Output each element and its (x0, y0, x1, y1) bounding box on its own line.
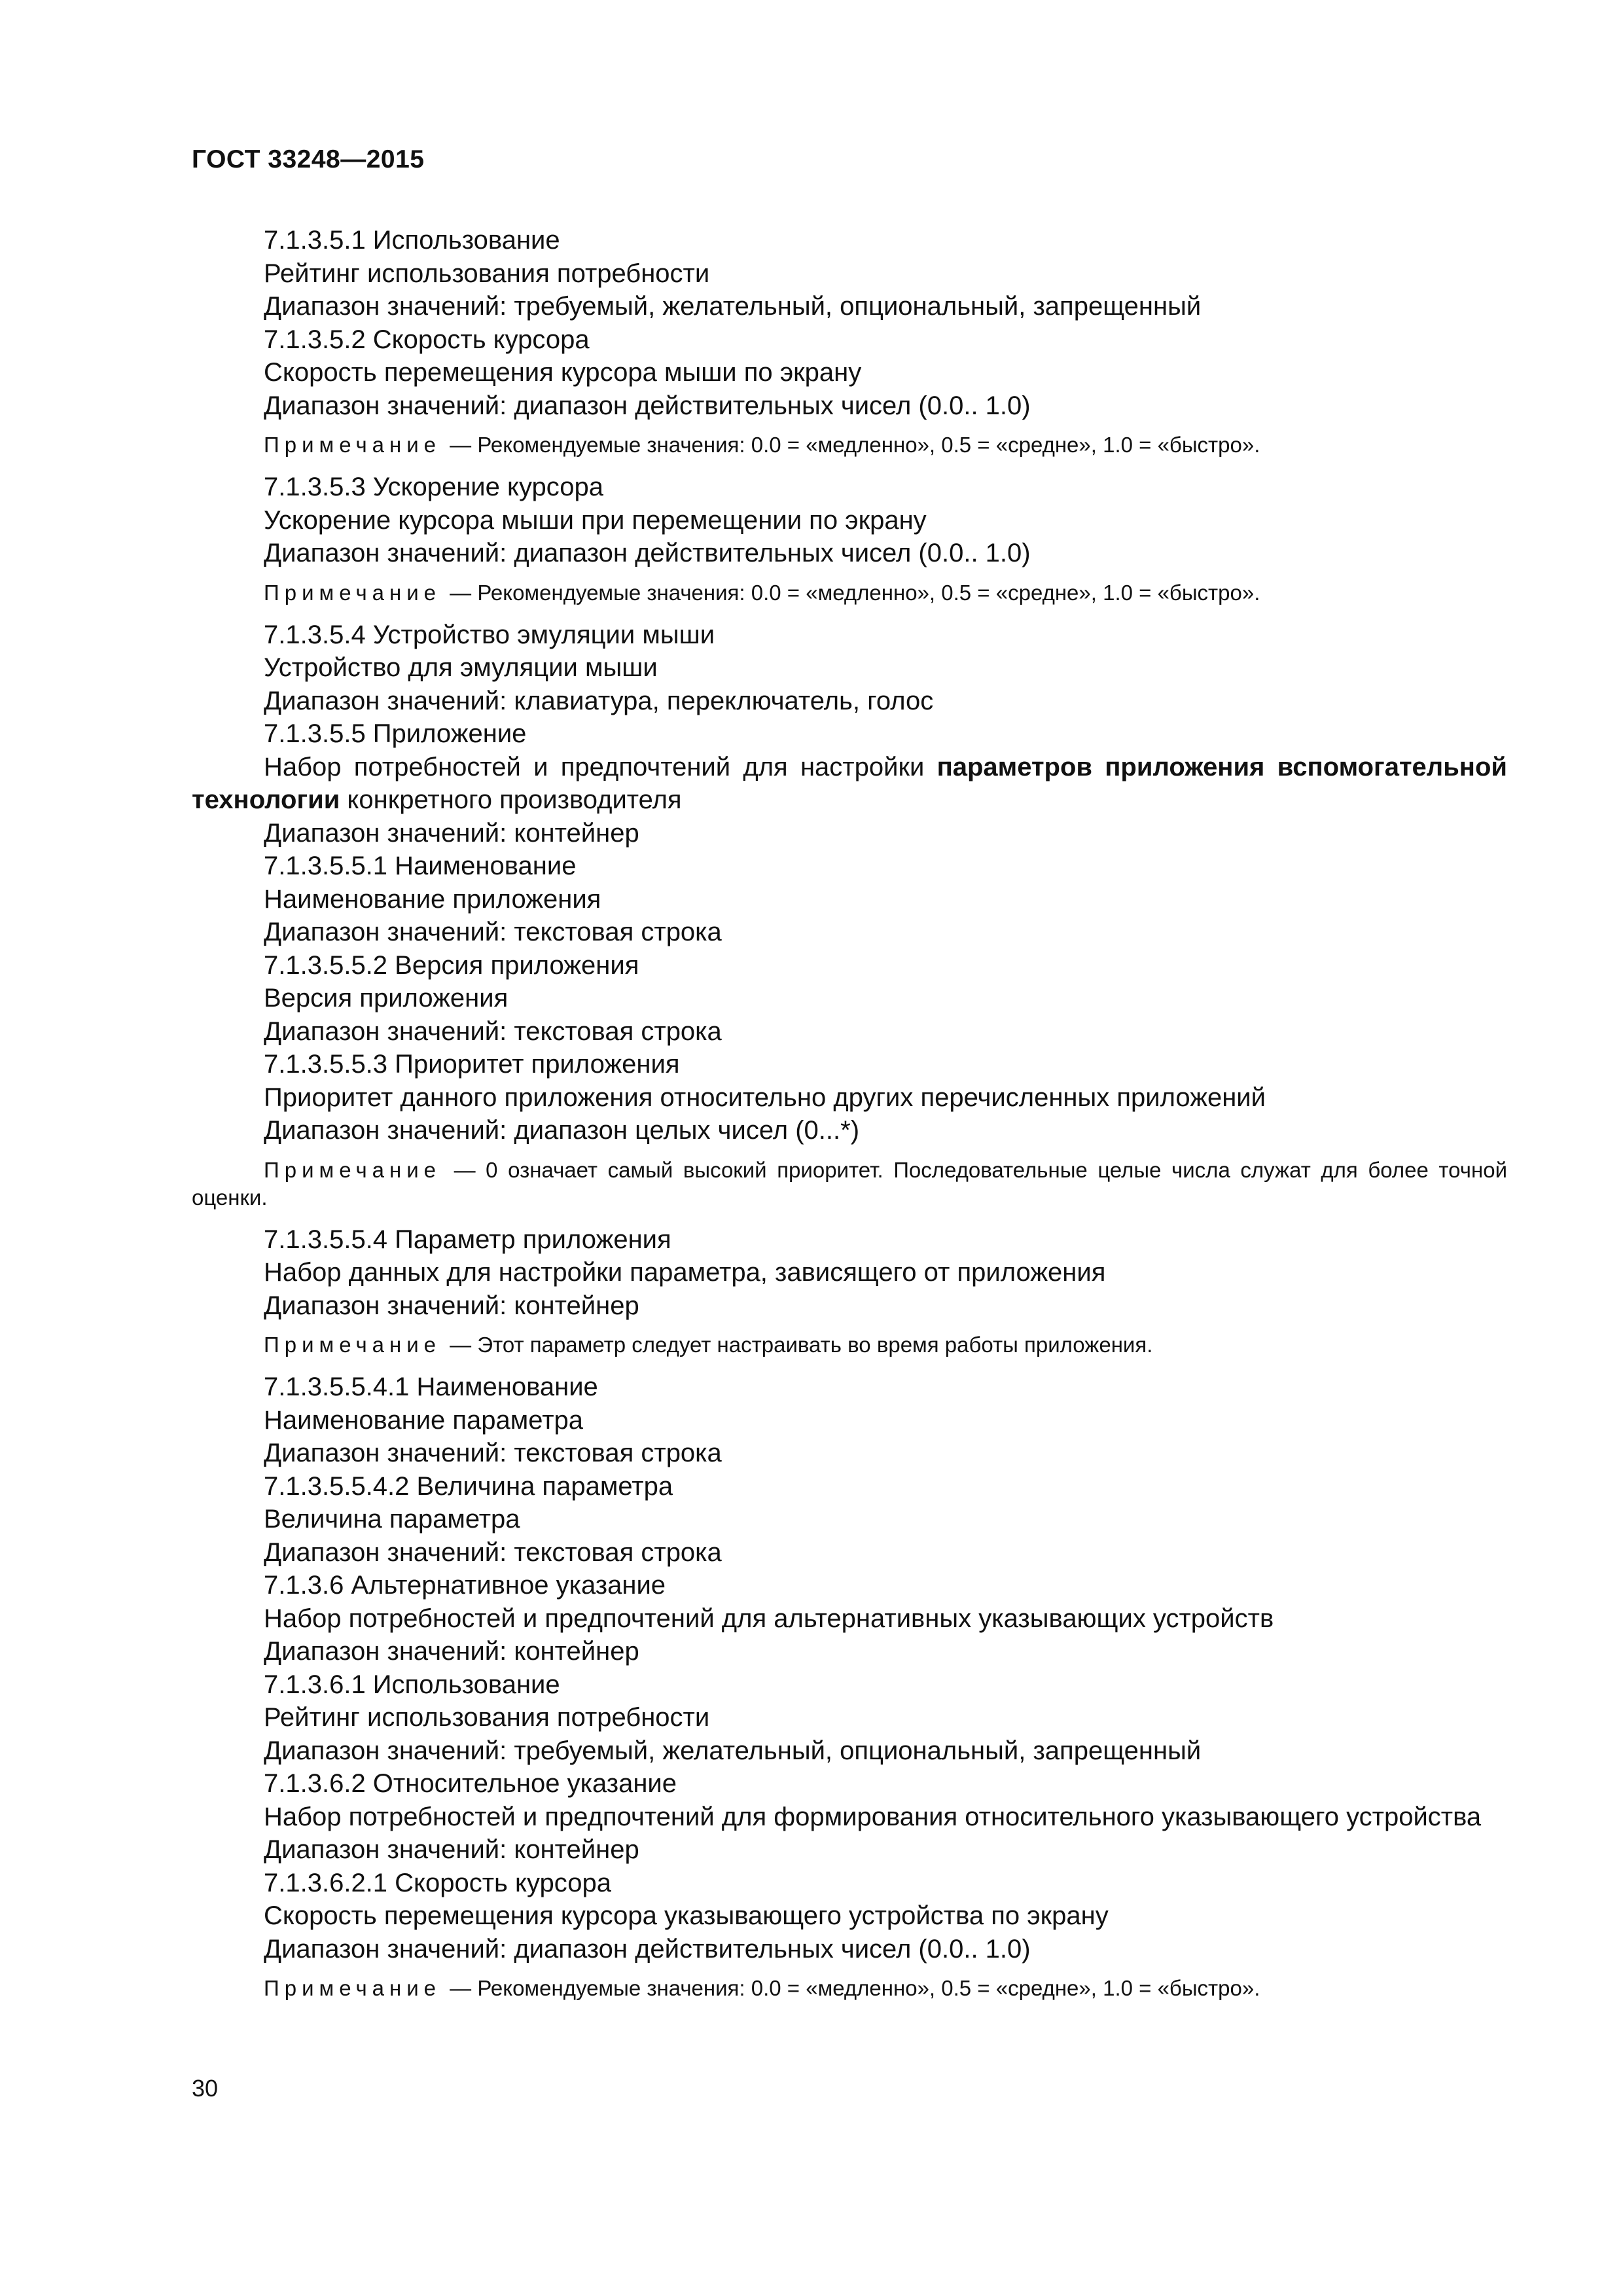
text-line: Набор данных для настройки параметра, зависящего от приложения (264, 1258, 1106, 1287)
document-body (192, 224, 1507, 2014)
text-line: Диапазон значений: требуемый, желательный, опциональный, запрещенный (264, 292, 1202, 321)
text-line: Скорость перемещения курсора указывающего устройства по экрану (264, 1901, 1109, 1930)
text-line: 7.1.3.5.5.2 Версия приложения (264, 950, 639, 980)
text-line: Диапазон значений: контейнер (264, 818, 639, 848)
text-line: 7.1.3.5.5.4.1 Наименование (264, 1372, 598, 1401)
note-paragraph (192, 1975, 1507, 2002)
text-line: Диапазон значений: диапазон целых чисел (0...*) (264, 1116, 860, 1145)
note-label: Примечание (264, 1976, 442, 2000)
note-text: — Рекомендуемые значения: 0.0 = «медленно», 0.5 = «средне», 1.0 = «быстро». (444, 433, 1260, 457)
text-line: 7.1.3.5.3 Ускорение курсора (264, 473, 603, 501)
text-line: Набор потребностей и предпочтений для альтернативных указывающих устройств (264, 1604, 1274, 1633)
page-number: 30 (192, 2075, 219, 2102)
text-line: Приоритет данного приложения относительно других перечисленных приложений (264, 1083, 1266, 1112)
text-line: Версия приложения (264, 984, 508, 1013)
note-label: Примечание (264, 580, 442, 605)
text-line: Диапазон значений: контейнер (264, 1637, 639, 1666)
text-line: 7.1.3.5.1 Использование (264, 226, 560, 255)
paragraph-text: конкретного производителя (340, 785, 682, 814)
note-label: Примечание (264, 1157, 442, 1182)
text-paragraph (192, 751, 1507, 817)
note-text: — Рекомендуемые значения: 0.0 = «медленно», 0.5 = «средне», 1.0 = «быстро». (444, 1976, 1260, 2000)
note-paragraph (192, 1331, 1507, 1359)
text-line: Рейтинг использования потребности (264, 1703, 710, 1732)
note-text: — Этот параметр следует настраивать во время работы приложения. (444, 1333, 1153, 1357)
note-text: — Рекомендуемые значения: 0.0 = «медленно», 0.5 = «средне», 1.0 = «быстро». (444, 580, 1260, 605)
text-line: Диапазон значений: контейнер (264, 1291, 639, 1320)
text-line: Диапазон значений: текстовая строка (264, 1439, 722, 1467)
text-line: Диапазон значений: диапазон действительных чисел (0.0.. 1.0) (264, 391, 1031, 420)
text-line: Ускорение курсора мыши при перемещении по экрану (264, 505, 927, 535)
text-line: 7.1.3.5.4 Устройство эмуляции мыши (264, 620, 715, 649)
text-line: Наименование параметра (264, 1405, 584, 1435)
text-line: 7.1.3.5.5.3 Приоритет приложения (264, 1050, 680, 1079)
text-line: Диапазон значений: контейнер (264, 1835, 639, 1864)
text-line: Диапазон значений: диапазон действительных чисел (0.0.. 1.0) (264, 1934, 1031, 1964)
text-line: 7.1.3.5.2 Скорость курсора (264, 325, 590, 354)
text-line: Диапазон значений: клавиатура, переключатель, голос (264, 686, 934, 715)
text-line: Скорость перемещения курсора мыши по экрану (264, 358, 862, 387)
text-line: 7.1.3.5.5.4 Параметр приложения (264, 1225, 671, 1254)
note-paragraph (192, 1157, 1507, 1211)
paragraph-text: Набор потребностей и предпочтений для настройки (264, 752, 937, 781)
text-line: 7.1.3.5.5 Приложение (264, 719, 527, 748)
text-line: 7.1.3.5.5.1 Наименование (264, 852, 577, 880)
text-line: Диапазон значений: текстовая строка (264, 1537, 722, 1567)
text-line: Величина параметра (264, 1505, 520, 1534)
text-line: 7.1.3.6.2.1 Скорость курсора (264, 1868, 611, 1897)
bold-term: параметров приложения вспомогательной технологии (192, 752, 1507, 814)
text-line: Рейтинг использования потребности (264, 259, 710, 288)
text-line: Набор потребностей и предпочтений для формирования относительного указывающего устройства (264, 1802, 1482, 1831)
text-line: Диапазон значений: текстовая строка (264, 918, 722, 946)
document-header: ГОСТ 33248—2015 (192, 145, 425, 173)
note-label: Примечание (264, 1333, 442, 1357)
note-paragraph (192, 579, 1507, 607)
text-line: Диапазон значений: требуемый, желательный, опциональный, запрещенный (264, 1736, 1202, 1765)
text-line: 7.1.3.6.1 Использование (264, 1670, 560, 1699)
text-line: Устройство для эмуляции мыши (264, 653, 658, 682)
text-line: Диапазон значений: текстовая строка (264, 1016, 722, 1046)
text-line: 7.1.3.5.5.4.2 Величина параметра (264, 1471, 673, 1501)
text-line: Наименование приложения (264, 884, 601, 914)
text-line: Диапазон значений: диапазон действительных чисел (0.0.. 1.0) (264, 539, 1031, 567)
text-line: 7.1.3.6 Альтернативное указание (264, 1571, 666, 1600)
note-text: — 0 означает самый высокий приоритет. Последовательные целые числа служат для более точной оценки. (192, 1157, 1507, 1210)
note-label: Примечание (264, 433, 442, 457)
text-line: 7.1.3.6.2 Относительное указание (264, 1769, 677, 1798)
note-paragraph (192, 431, 1507, 459)
